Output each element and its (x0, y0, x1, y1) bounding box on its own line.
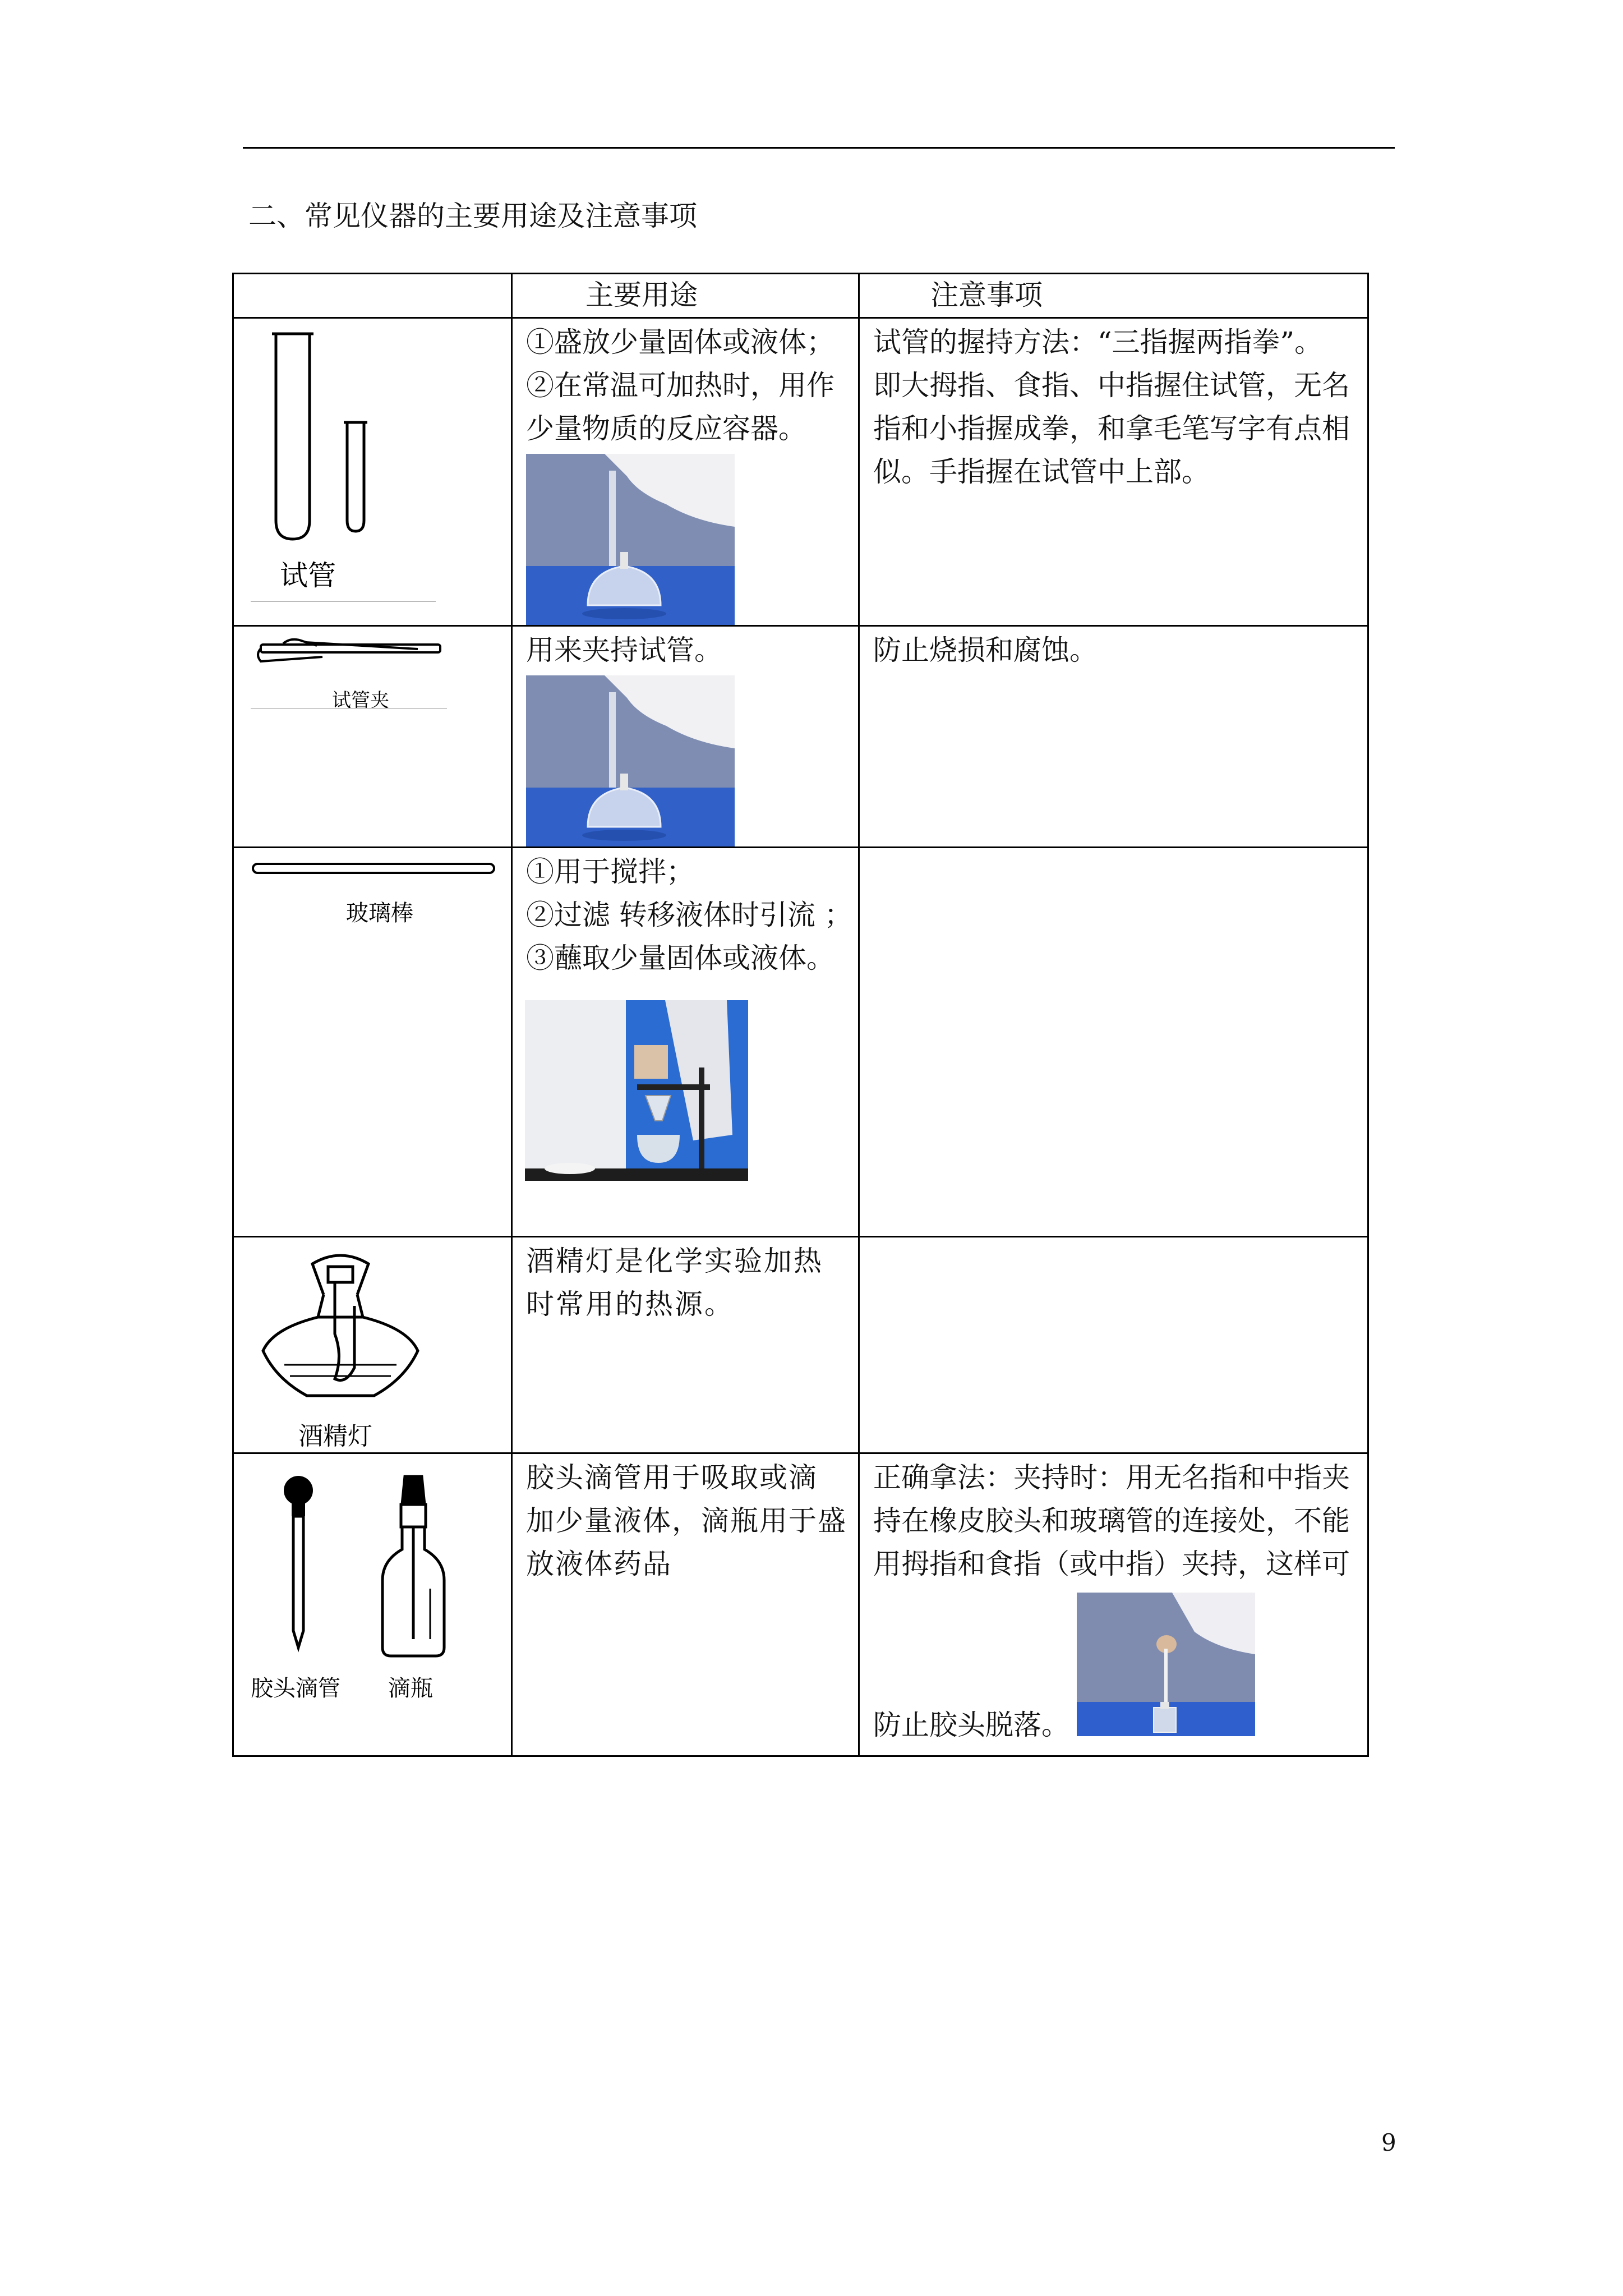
test-tube-icon (251, 327, 408, 563)
use-cell (512, 626, 859, 848)
notes-text (860, 319, 1367, 494)
use-text (513, 319, 858, 450)
note-line: 即大拇指、食指、中指握住试管，无名 (873, 369, 1350, 402)
use-cell (512, 318, 859, 626)
use-text (513, 848, 858, 980)
note-line: 正确拿法：夹持时：用无名指和中指夹 (873, 1461, 1350, 1494)
instrument-image-cell (233, 1453, 512, 1756)
use-line: 时常用的热源。 (526, 1288, 734, 1320)
glass-rod-icon (251, 858, 509, 881)
instrument-caption: 试管夹 (332, 689, 389, 712)
use-text (513, 627, 858, 672)
table-row (233, 626, 1368, 848)
table-row (233, 318, 1368, 626)
notes-cell (859, 1453, 1368, 1756)
note-line: 指和小指握成拳，和拿毛笔写字有点相 (873, 412, 1350, 445)
use-line: ③蘸取少量固体或液体。 (526, 942, 834, 974)
dropper-bottle-icon (374, 1471, 453, 1662)
use-line: 放液体药品 (526, 1548, 672, 1580)
notes-text (860, 627, 1367, 672)
notes-cell (859, 626, 1368, 848)
instrument-image-cell (233, 1237, 512, 1453)
header-cell-use: 主要用途 (512, 274, 859, 318)
use-line: ①盛放少量固体或液体； (526, 326, 834, 358)
instrument-image-cell (233, 318, 512, 626)
note-line: 持在橡皮胶头和玻璃管的连接处，不能 (873, 1504, 1350, 1537)
instrument-image-cell (233, 848, 512, 1237)
use-text (513, 1454, 858, 1586)
use-line: 少量物质的反应容器。 (526, 412, 806, 445)
note-line: 用拇指和食指（或中指）夹持，这样可 (873, 1548, 1350, 1580)
instrument-image-cell (233, 626, 512, 848)
caption-underline (251, 601, 436, 602)
instrument-caption: 酒精灯 (298, 1422, 372, 1451)
dropper-photo (1077, 1593, 1255, 1736)
instrument-caption: 胶头滴管 (251, 1676, 340, 1701)
table-row (233, 1453, 1368, 1756)
use-cell (512, 1237, 859, 1453)
use-line: 用来夹持试管。 (526, 634, 722, 666)
use-line: ①用于搅拌； (526, 855, 694, 888)
section-heading: 二、常见仪器的主要用途及注意事项 (248, 200, 697, 232)
instrument-table (232, 273, 1369, 1757)
instrument-caption: 试管 (280, 559, 336, 592)
notes-cell (859, 318, 1368, 626)
table-row (233, 1237, 1368, 1453)
note-line: 试管的握持方法：“三指握两指拳”。 (873, 326, 1323, 358)
header-rule (243, 147, 1395, 149)
table-header-row (233, 274, 1368, 318)
test-tube-holder-icon (250, 632, 451, 671)
use-cell (512, 848, 859, 1237)
use-line: 酒精灯是化学实验加热 (526, 1245, 823, 1277)
heating-photo (526, 675, 735, 846)
note-line: 防止烧损和腐蚀。 (873, 634, 1098, 666)
instrument-caption: 玻璃棒 (346, 900, 413, 926)
use-line: 胶头滴管用于吸取或滴 (526, 1461, 818, 1494)
dropper-icon (273, 1474, 324, 1659)
use-line: ②在常温可加热时，用作 (526, 369, 834, 402)
note-line: 似。手指握在试管中上部。 (873, 455, 1210, 488)
alcohol-lamp-icon (251, 1244, 430, 1418)
page-number: 9 (1381, 2129, 1396, 2156)
use-line: 加少量液体，滴瓶用于盛 (526, 1504, 847, 1537)
use-line: ②过滤 转移液体时引流 ； (526, 899, 852, 931)
notes-text (860, 1454, 1367, 1586)
header-cell-empty (233, 274, 512, 318)
use-cell (512, 1453, 859, 1756)
use-text (513, 1237, 858, 1326)
filtration-photo (525, 1000, 748, 1181)
instrument-caption: 滴瓶 (388, 1676, 433, 1701)
note-line: 防止胶头脱落。 (873, 1709, 1069, 1741)
caption-underline (251, 708, 447, 709)
table-row (233, 848, 1368, 1237)
header-cell-notes: 注意事项 (859, 274, 1368, 318)
notes-cell (859, 848, 1368, 1237)
notes-cell (859, 1237, 1368, 1453)
heating-photo (526, 454, 735, 625)
